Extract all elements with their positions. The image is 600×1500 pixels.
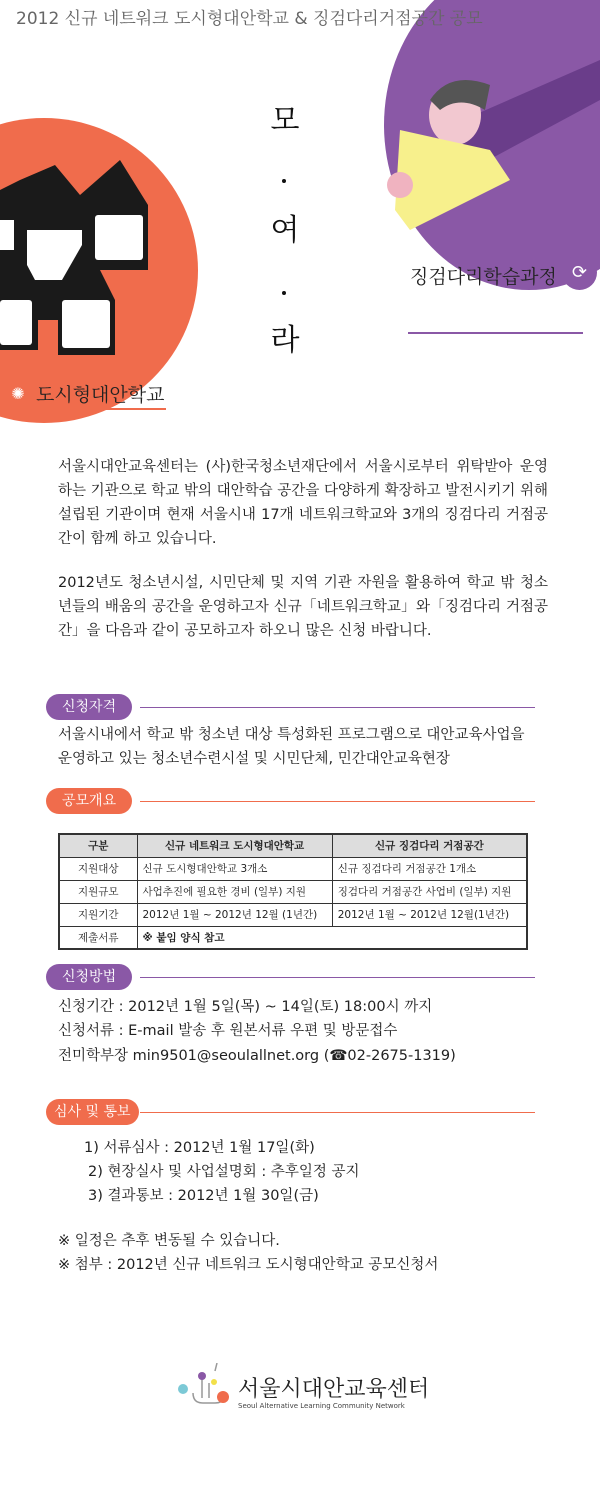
table-cell: 지원기간 [59,903,137,926]
divider [26,408,166,410]
intro-paragraph: 2012년도 청소년시설, 시민단체 및 지역 기관 자원을 활용하여 학교 밖 청소년들의 배움의 공간을 운영하고자 신규「네트워크학교」와「징검다리 거점공간」을 다음과 같이 공모하고자 하오니 많은 신청 바랍니다. [58,575,548,639]
table-cell: 신규 징검다리 거점공간 1개소 [332,857,527,880]
table-header-row [59,834,527,857]
table-cell: 신규 도시형대안학교 3개소 [137,857,332,880]
table-cell: 지원규모 [59,880,137,903]
logo-text-ko: 서울시대안교육센터 [238,1377,430,1402]
table-header: 신규 네트워크 도시형대안학교 [137,834,332,857]
table-row [59,857,527,880]
logo-text-en: Seoul Alternative Learning Community Network [238,1402,405,1410]
section-label-review: 심사 및 통보 [46,1099,139,1125]
divider [140,801,535,802]
intro-paragraph: 서울시대안교육센터는 (사)한국청소년재단에서 서울시로부터 위탁받아 운영하는 기관으로 학교 밖의 대안학습 공간을 다양하게 확장하고 발전시키기 위해 설립된 기관이며 현재 서울시내 17개 네트워크학교와 3개의 징검다리 거점공간이 함께 하고 있습니다. [58,459,548,547]
section-label-qualification: 신청자격 [46,694,132,720]
vertical-title-char: 여 [270,213,300,248]
houses-illustration [0,160,150,360]
review-line: 3) 결과통보 : 2012년 1월 30일(금) [88,1188,319,1204]
page-title: 2012 신규 네트워크 도시형대안학교 & 징검다리거점공간 공모 [16,9,483,29]
table-row [59,926,527,949]
vertical-title-char: 라 [270,323,300,358]
table-cell: 2012년 1월 ~ 2012년 12월(1년간) [332,903,527,926]
qualification-line: 운영하고 있는 청소년수련시설 및 시민단체, 민간대안교육현장 [58,751,450,767]
web-icon: ✺ [3,379,33,409]
method-line: 신청기간 : 2012년 1월 5일(목) ~ 14일(토) 18:00시 까지 [58,999,433,1015]
section-label-overview: 공모개요 [46,788,132,814]
dosi-label: 도시형대안학교 [36,384,165,406]
method-line: 신청서류 : E-mail 발송 후 원본서류 우편 및 방문접수 [58,1023,398,1039]
table-cell: ※ 붙임 양식 참고 [137,926,527,949]
qualification-line: 서울시내에서 학교 밖 청소년 대상 특성화된 프로그램으로 대안교육사업을 [58,727,525,743]
table-row [59,880,527,903]
table-cell: 제출서류 [59,926,137,949]
dot-separator [282,291,286,295]
table-cell: 사업추진에 필요한 경비 (일부) 지원 [137,880,332,903]
jing-label: 징검다리학습과정 [410,266,557,288]
table-cell: 지원대상 [59,857,137,880]
review-line: 2) 현장실사 및 사업설명회 : 추후일정 공지 [88,1164,360,1180]
dot-separator [282,179,286,183]
table-row [59,903,527,926]
table-header: 신규 징검다리 거점공간 [332,834,527,857]
divider [140,1112,535,1113]
network-icon: ⟳ [562,255,597,290]
flying-girl-illustration [380,40,600,240]
table-header: 구분 [59,834,137,857]
review-line: 1) 서류심사 : 2012년 1월 17일(화) [84,1140,315,1156]
divider [140,977,535,978]
divider [408,332,583,334]
section-label-method: 신청방법 [46,964,132,990]
center-logo-icon [175,1363,240,1408]
overview-table [58,833,528,950]
table-cell: 징검다리 거점공간 사업비 (일부) 지원 [332,880,527,903]
vertical-title-char: 모 [270,103,300,138]
note: ※ 첨부 : 2012년 신규 네트워크 도시형대안학교 공모신청서 [58,1257,439,1273]
divider [140,707,535,708]
method-contact: 전미학부장 min9501@seoulallnet.org (☎02-2675-1319) [58,1048,456,1064]
note: ※ 일정은 추후 변동될 수 있습니다. [58,1233,280,1249]
table-cell: 2012년 1월 ~ 2012년 12월 (1년간) [137,903,332,926]
